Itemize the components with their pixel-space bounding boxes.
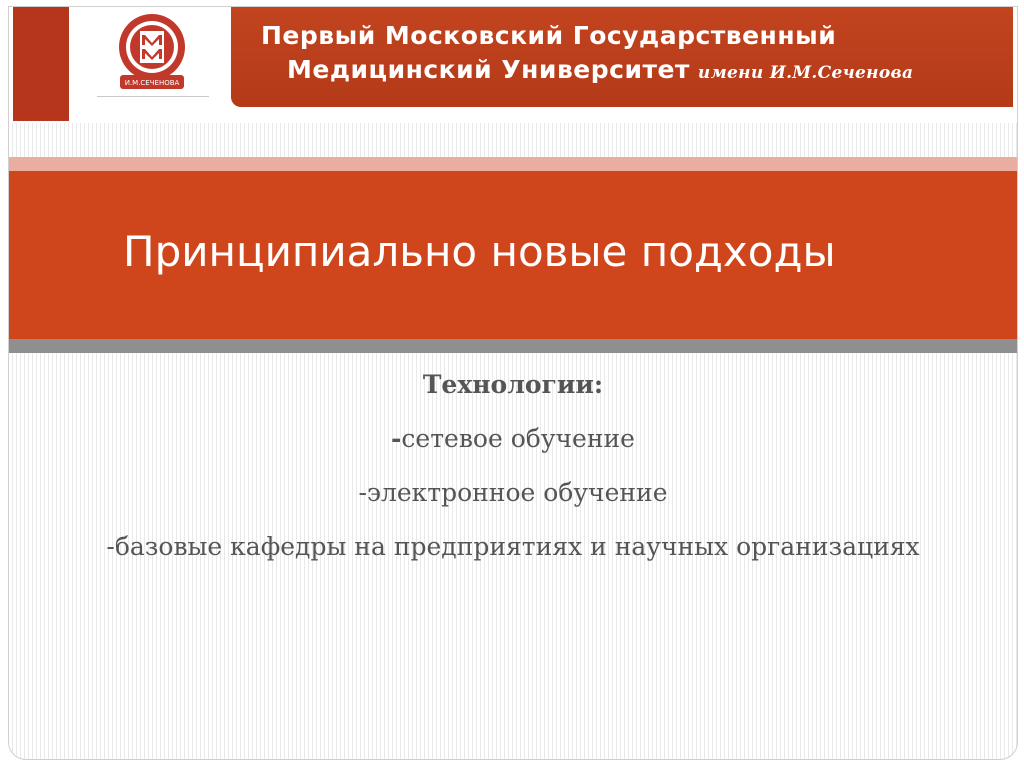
content-heading: Технологии:	[422, 370, 604, 399]
pink-divider	[9, 157, 1017, 171]
list-item	[9, 531, 1017, 563]
list-item-text: базовые кафедры на предприятиях и научных организациях	[114, 532, 920, 561]
university-banner	[231, 7, 1013, 107]
list-item	[9, 477, 1017, 509]
university-name-line2	[287, 55, 913, 84]
header-strip	[9, 7, 1017, 123]
slide-content	[9, 369, 1017, 585]
university-name-line1: Первый Московский Государственный	[261, 21, 837, 50]
university-emblem-icon	[114, 11, 190, 95]
title-band	[9, 171, 1017, 339]
slide-title: Принципиально новые подходы	[123, 227, 836, 276]
logo-underline	[97, 96, 209, 97]
slide	[8, 6, 1018, 760]
list-item-text: сетевое обучение	[401, 424, 635, 453]
logo-caption: И.М.СЕЧЕНОВА	[124, 79, 180, 87]
list-dash: -	[358, 478, 367, 507]
list-item	[9, 423, 1017, 455]
gray-divider	[9, 339, 1017, 353]
university-name-main: Медицинский Университет	[287, 55, 690, 84]
list-item-text: электронное обучение	[366, 478, 668, 507]
list-dash: -	[106, 532, 115, 561]
university-name-suffix: имени И.М.Сеченова	[697, 63, 914, 83]
list-dash: -	[391, 424, 402, 453]
left-accent-block	[13, 7, 69, 121]
